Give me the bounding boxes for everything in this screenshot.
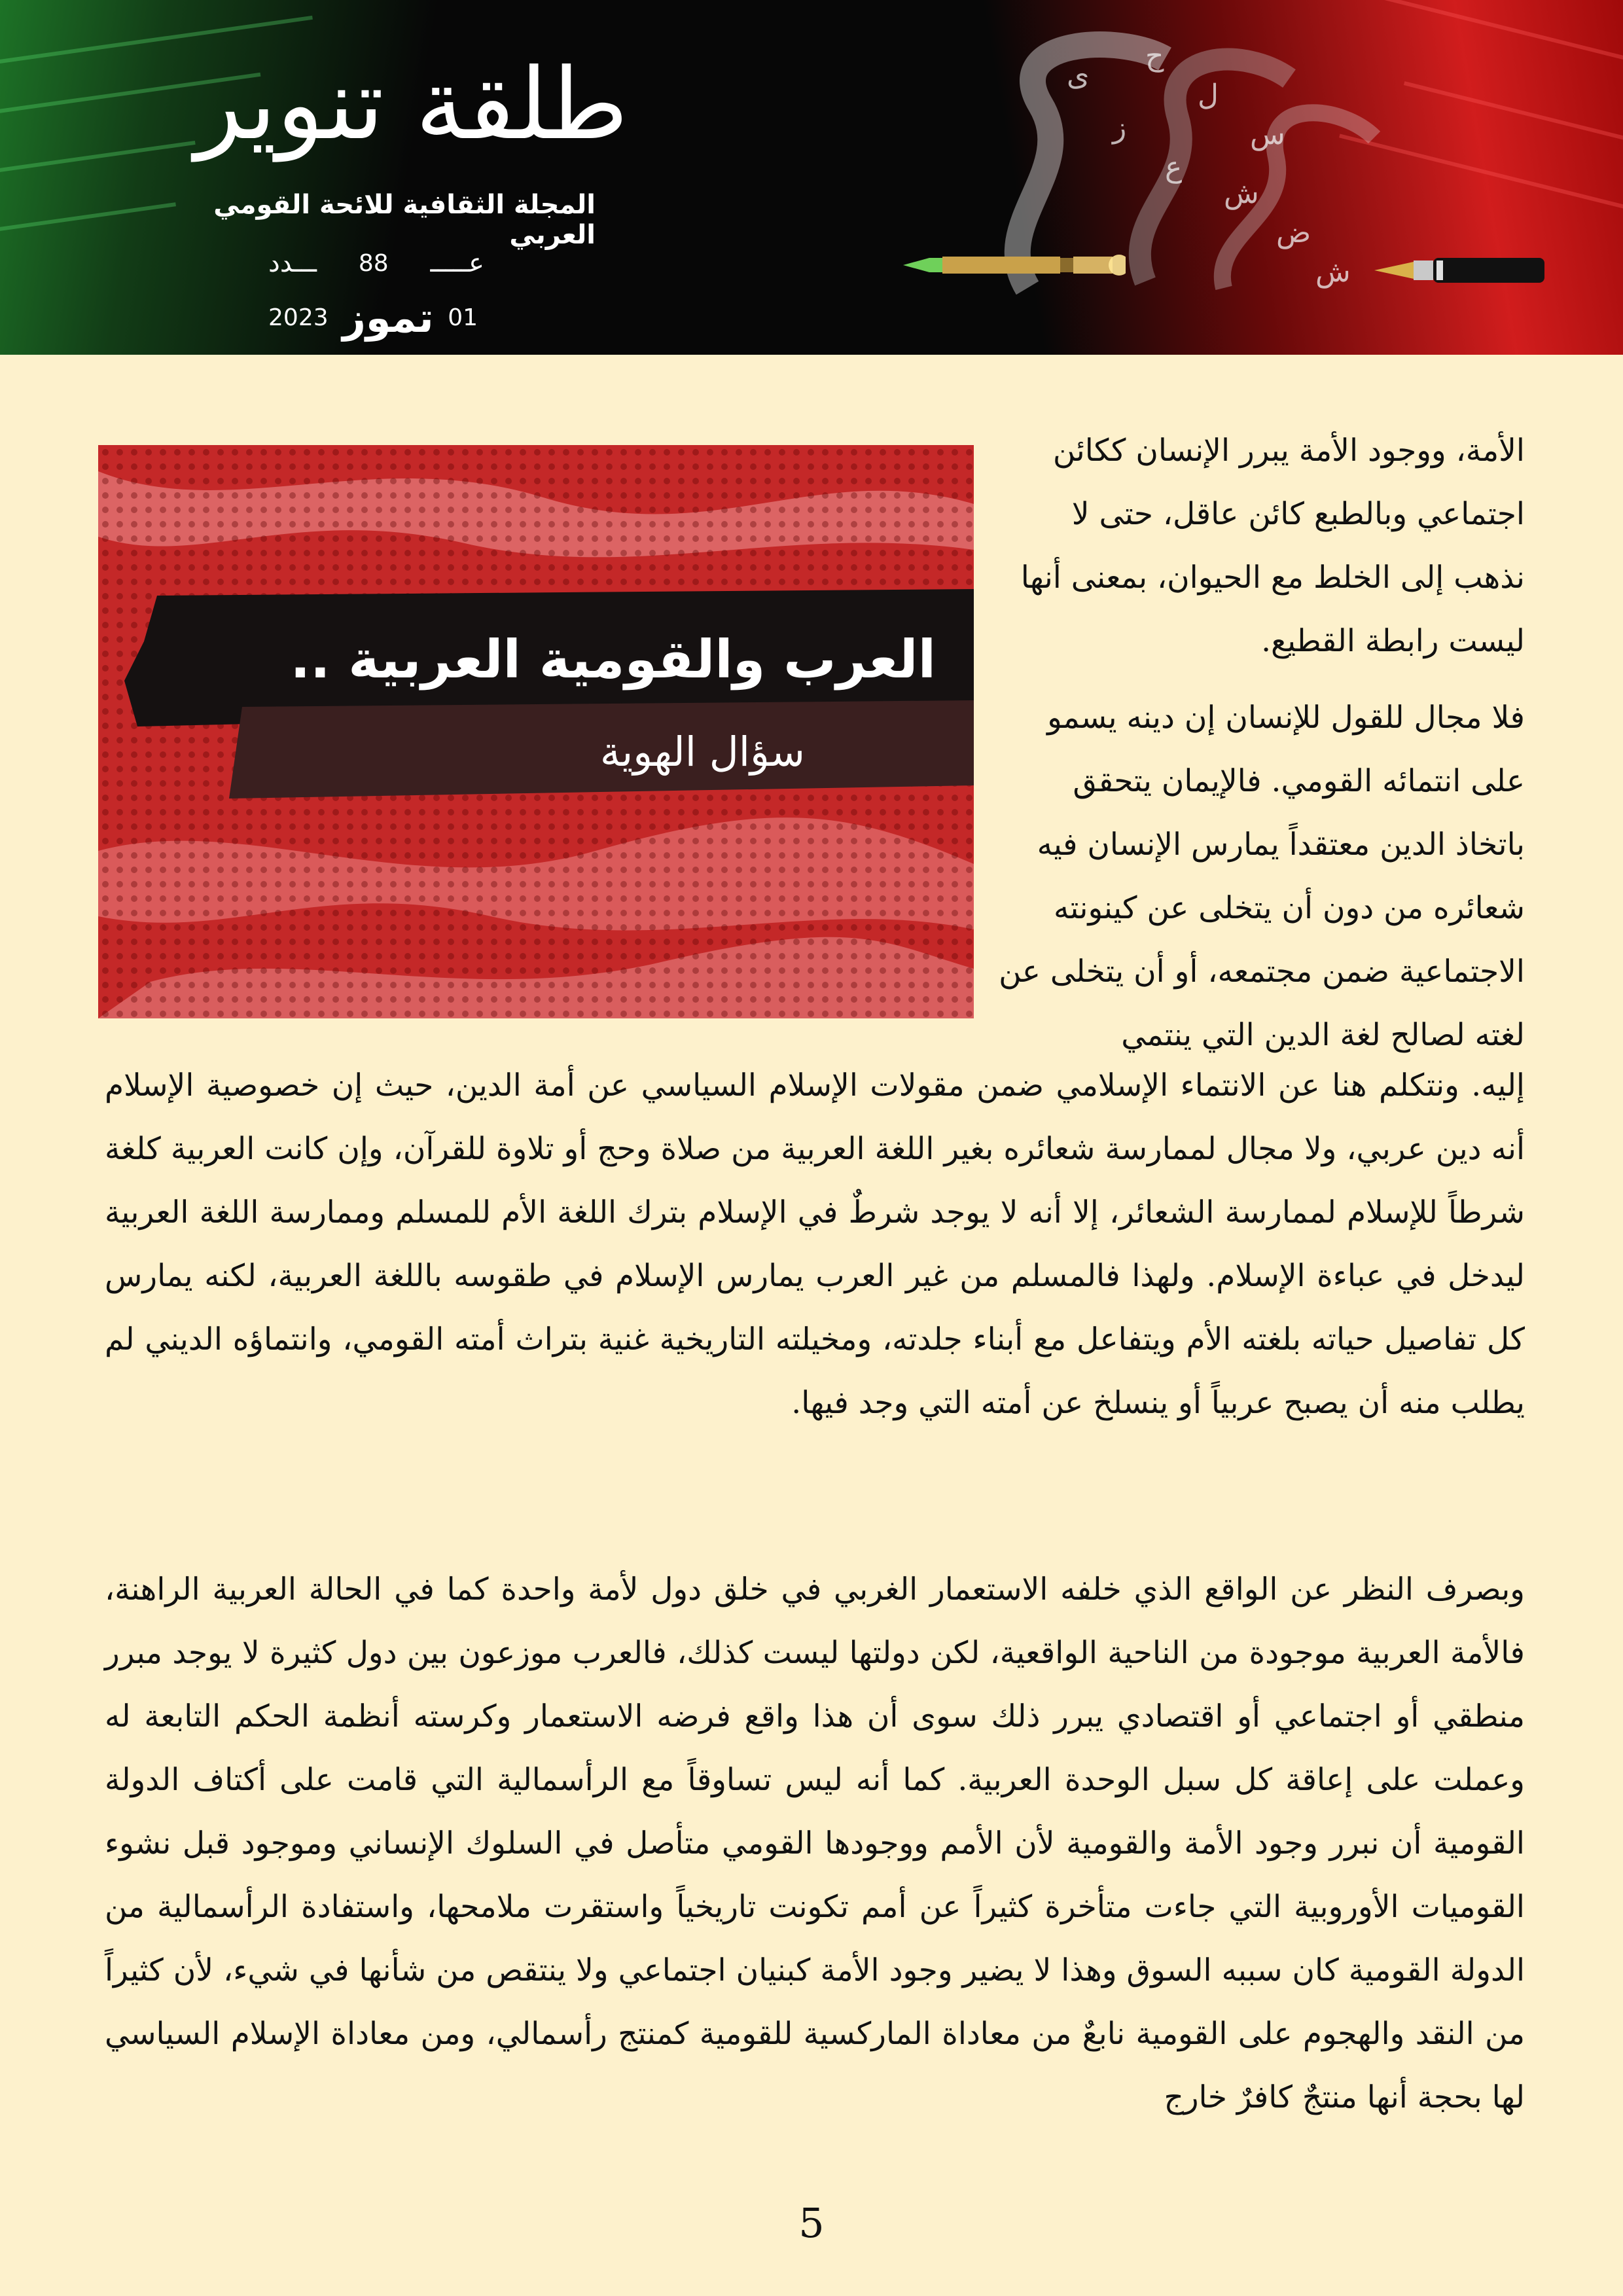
date-day: 01 <box>448 304 478 331</box>
smoke-letters-illustration <box>949 7 1420 347</box>
issue-suffix: ـــدد <box>268 248 317 278</box>
page-number: 5 <box>798 2199 825 2247</box>
svg-text:ى: ى <box>1067 59 1090 92</box>
date-month: تموز <box>342 293 434 342</box>
image-subtitle: سؤال الهوية <box>599 728 805 776</box>
magazine-subtitle: المجلة الثقافية للائحة القومي العربي <box>213 190 596 250</box>
date-year: 2023 <box>268 304 329 331</box>
article-image <box>98 445 974 1018</box>
image-title: العرب والقومية العربية .. <box>290 629 936 690</box>
paragraph-full-1: إليه. ونتكلم هنا عن الانتماء الإسلامي ضمن مقولات الإسلام السياسي عن أمة الدين، حيث إن خصوصية الإسلام أنه دين عربي، ولا مجال لممارسة شعائره بغير اللغة العربية من صلاة وحج أو تلاوة للقرآن، وإن كانت العربية كلغة شرطاً للإسلام لممارسة الشعائر، إلا أنه لا يوجد شرطٌ في الإسلام بترك اللغة الأم للمسلم وممارسة اللغة العربية ليدخل في عباءة الإسلام. ولهذا فالمسلم من غير العرب يمارس الإسلام في طقوسه باللغة العربية، لكنه يمارس كل تفاصيل حياته بلغته الأم ويتفاعل مع أبناء جلدته، ومخيلته التاريخية غنية بتراث أمته القومي، وانتماؤه الديني لم يطلب منه أن يصبح عربياً أو ينسلخ عن أمته التي وجد فيها. <box>105 1067 1525 1421</box>
bullet-icon <box>903 249 1126 281</box>
svg-text:ش: ش <box>1224 177 1259 210</box>
issue-number: 88 <box>358 249 389 277</box>
paragraph-column-2: فلا مجال للقول للإنسان إن دينه يسمو على انتمائه القومي. فالإيمان يتحقق باتخاذ الدين معتقداً يمارس الإنسان فيه شعائره من دون أن يتخلى عن كينونته الاجتماعية ضمن مجتمعه، أو أن يتخلى عن لغته لصالح لغة الدين التي ينتمي <box>999 700 1525 1053</box>
issue-date <box>268 291 478 344</box>
paragraph-column-1: الأمة، ووجود الأمة يبرر الإنسان ككائن اجتماعي وبالطبع كائن عاقل، حتى لا نذهب إلى الخلط مع الحيوان، بمعنى أنها ليست رابطة القطيع. <box>1020 433 1525 659</box>
svg-text:س: س <box>1250 118 1285 151</box>
article-column-text <box>995 419 1525 1067</box>
magazine-title: طلقة تنوير <box>194 48 628 162</box>
svg-text:ع: ع <box>1165 151 1183 184</box>
svg-text:ل: ل <box>1198 79 1219 112</box>
fountain-pen-icon <box>1374 249 1544 292</box>
issue-prefix: عـــــ <box>430 248 484 278</box>
header-banner <box>0 0 1623 355</box>
svg-text:ش: ش <box>1315 255 1351 289</box>
issue-line <box>268 243 484 283</box>
svg-text:ح: ح <box>1145 39 1164 73</box>
paragraph-full-2: وبصرف النظر عن الواقع الذي خلفه الاستعمار الغربي في خلق دول لأمة واحدة كما في الحالة العربية الراهنة، فالأمة العربية موجودة من الناحية الواقعية، لكن دولتها ليست كذلك، فالعرب موزعون بين دول كثيرة لا يوجد مبرر منطقي أو اجتماعي أو اقتصادي يبرر ذلك سوى أن هذا واقع فرضه الاستعمار وكرسته أنظمة الحكم التابعة له وعملت على إعاقة كل سبل الوحدة العربية. كما أنه ليس تساوقاً مع الرأسمالية التي قامت على أكتاف الدولة القومية أن نبرر وجود الأمة والقومية لأن الأمم ووجودها القومي متأصل في السلوك الإنساني وموجود قبل نشوء القوميات الأوروبية التي جاءت متأخرة كثيراً عن أمم تكونت تاريخياً واستقرت ملامحها، واستفادة الرأسمالية من الدولة القومية كان سببه السوق وهذا لا يضير وجود الأمة كبنيان اجتماعي ولا ينتقص من شأنها في شيء، لأن كثيراً من النقد والهجوم على القومية نابعٌ من معاداة الماركسية للقومية كمنتج رأسمالي، ومن معاداة الإسلام السياسي لها بحجة أنها منتجٌ كافرٌ خارج <box>105 1571 1525 2115</box>
svg-text:ض: ض <box>1276 216 1311 249</box>
svg-text:ز: ز <box>1113 111 1127 145</box>
